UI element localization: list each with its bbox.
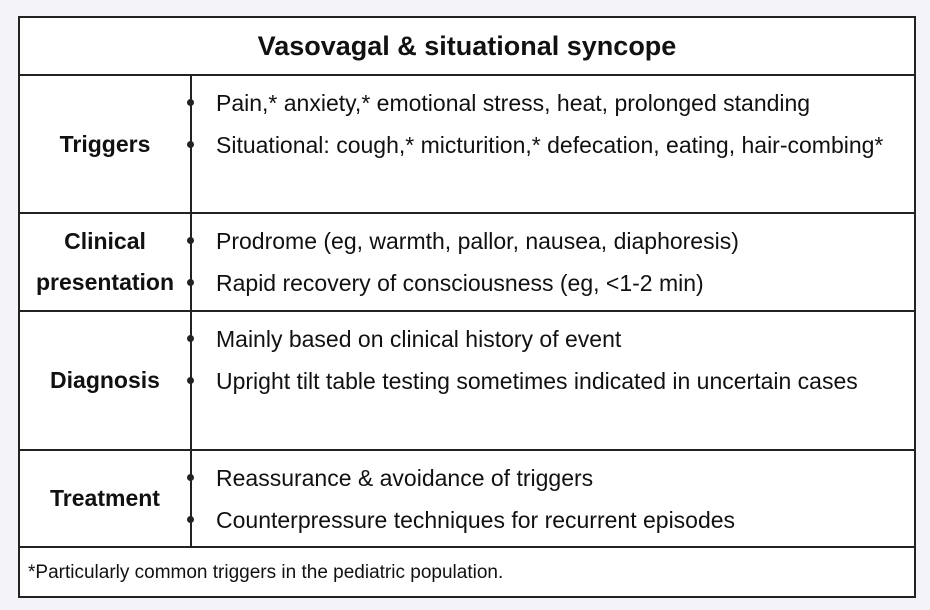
bullet-icon: [187, 237, 194, 244]
list-item-text: Upright tilt table testing sometimes indicated in uncertain cases: [216, 368, 858, 394]
bullet-icon: [187, 335, 194, 342]
bullet-icon: [187, 474, 194, 481]
table-row-clinical-presentation: [20, 214, 914, 312]
row-items: [192, 451, 914, 546]
table-row-triggers: [20, 76, 914, 214]
row-label: Triggers: [20, 76, 192, 212]
list-item-text: Prodrome (eg, warmth, pallor, nausea, diaphoresis): [216, 228, 739, 254]
row-items: [192, 214, 914, 310]
table-title: Vasovagal & situational syncope: [20, 18, 914, 76]
table-row-treatment: [20, 451, 914, 548]
list-item-text: Counterpressure techniques for recurrent episodes: [216, 507, 736, 533]
list-item-text: Reassurance & avoidance of triggers: [216, 465, 594, 491]
list-item: [216, 124, 904, 166]
syncope-table: [18, 16, 916, 598]
list-item: [216, 262, 904, 304]
list-item-text: Mainly based on clinical history of event: [216, 326, 622, 352]
list-item: [216, 457, 904, 499]
row-label: Clinical presentation: [20, 214, 192, 310]
row-label: Diagnosis: [20, 312, 192, 449]
list-item: [216, 220, 904, 262]
row-items: [192, 312, 914, 449]
list-item-text: Pain,* anxiety,* emotional stress, heat, prolonged standing: [216, 90, 811, 116]
list-item: [216, 318, 904, 360]
bullet-icon: [187, 516, 194, 523]
table-row-diagnosis: [20, 312, 914, 451]
list-item-text: Situational: cough,* micturition,* defecation, eating, hair-combing*: [216, 132, 884, 158]
bullet-icon: [187, 279, 194, 286]
table-footnote: *Particularly common triggers in the pediatric population.: [28, 562, 504, 583]
row-label: Treatment: [20, 451, 192, 546]
list-item: [216, 499, 904, 541]
list-item-text: Rapid recovery of consciousness (eg, <1-2 min): [216, 270, 704, 296]
list-item: [216, 360, 904, 402]
bullet-icon: [187, 377, 194, 384]
list-item: [216, 82, 904, 124]
bullet-icon: [187, 141, 194, 148]
row-items: [192, 76, 914, 212]
bullet-icon: [187, 99, 194, 106]
